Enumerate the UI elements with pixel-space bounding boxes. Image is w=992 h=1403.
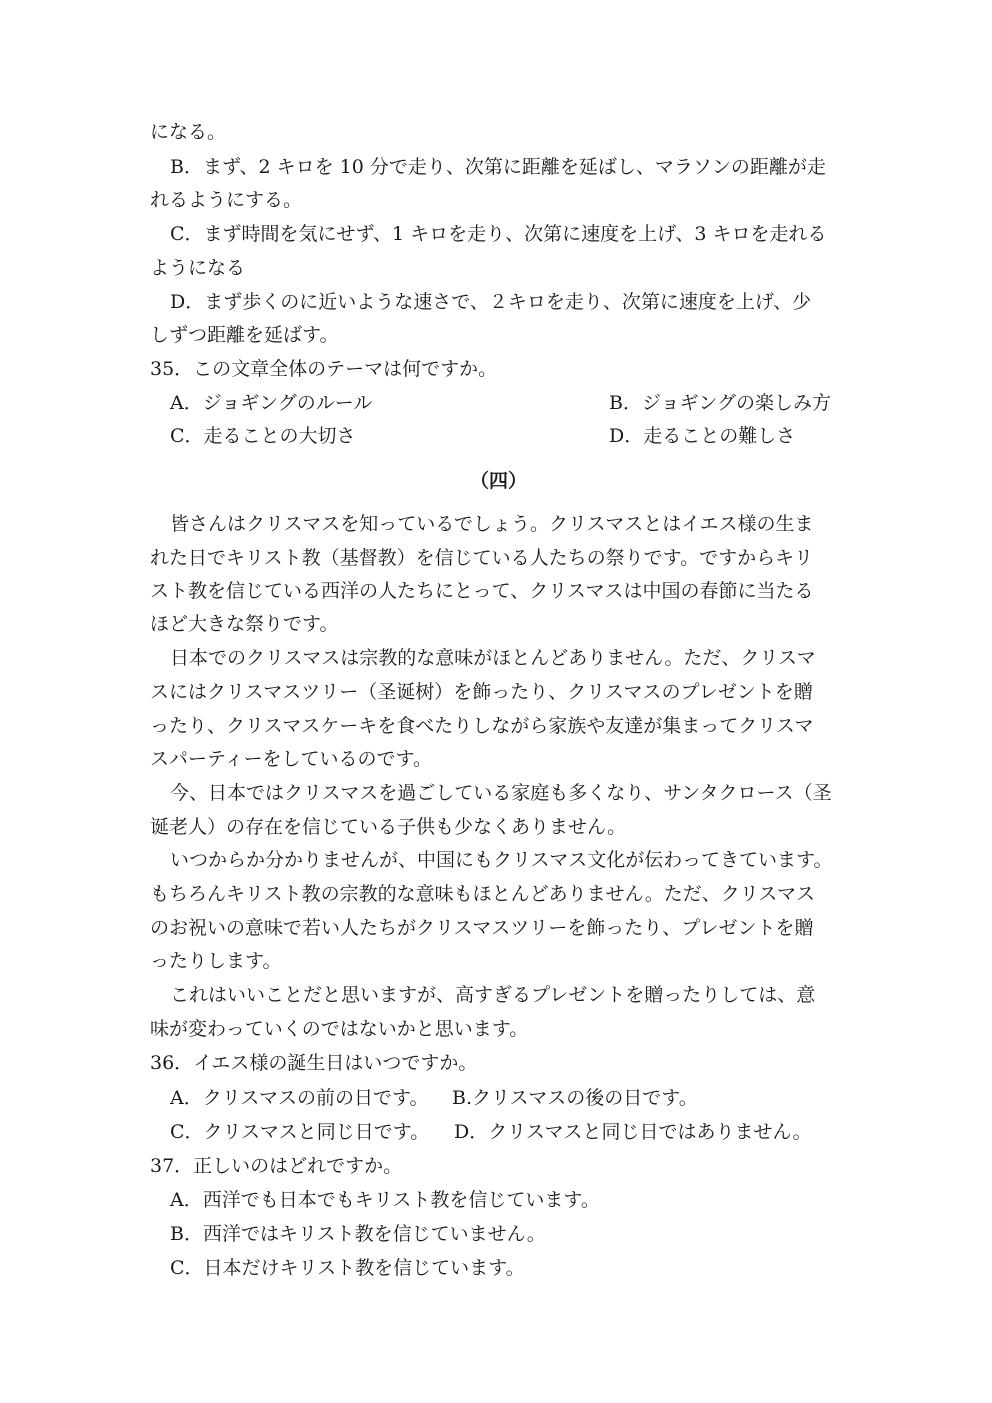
passage-line: 味が変わっていくのではないかと思います。 bbox=[150, 1018, 529, 1040]
passage-line: のお祝いの意味で若い人たちがクリスマスツリーを飾ったり、プレゼントを贈 bbox=[150, 917, 814, 939]
passage-line: れた日でキリスト教（基督教）を信じている人たちの祭りです。ですからキリ bbox=[150, 547, 814, 569]
passage-line: 皆さんはクリスマスを知っているでしょう。クリスマスとはイエス様の生ま bbox=[170, 513, 814, 535]
passage-line: ほど大きな祭りです。 bbox=[150, 613, 339, 635]
q34-option-d-line1: D．まず歩くのに近いような速さで、２キロを走り、次第に速度を上げ、少 bbox=[170, 291, 812, 313]
q34-option-c-line1: C．まず時間を気にせず、1 キロを走り、次第に速度を上げ、3 キロを走れる bbox=[170, 223, 827, 245]
passage-line: これはいいことだと思いますが、高すぎるプレゼントを贈ったりしては、意 bbox=[170, 984, 816, 1006]
q37-option-b: B．西洋ではキリスト教を信じていません。 bbox=[170, 1223, 546, 1245]
q35-option-a: A．ジョギングのルール bbox=[170, 392, 373, 414]
passage-line: スト教を信じている西洋の人たちにとって、クリスマスは中国の春節に当たる bbox=[150, 580, 814, 602]
q35-option-d: D．走ることの難しさ bbox=[609, 425, 796, 447]
q37-question: 37．正しいのはどれですか。 bbox=[150, 1155, 403, 1177]
q36-option-d: D．クリスマスと同じ日ではありません。 bbox=[454, 1121, 812, 1143]
q34-option-b-line1: B．まず、2 キロを 10 分で走り、次第に距離を延ばし、マラソンの距離が走 bbox=[170, 156, 826, 178]
q34-option-c-line2: ようになる bbox=[150, 257, 246, 279]
q34-option-d-line2: しずつ距離を延ばす。 bbox=[150, 324, 339, 346]
q36-option-a: A．クリスマスの前の日です。 bbox=[170, 1087, 429, 1109]
passage-line: 诞老人）の存在を信じている子供も少なくありません。 bbox=[150, 816, 627, 838]
q36-option-c: C．クリスマスと同じ日です。 bbox=[170, 1121, 430, 1143]
passage-line: スパーティーをしているのです。 bbox=[150, 748, 432, 770]
q37-option-c: C．日本だけキリスト教を信じています。 bbox=[170, 1257, 525, 1279]
passage-line: ったりします。 bbox=[150, 950, 282, 972]
passage-line: もちろんキリスト教の宗教的な意味もほとんどありません。ただ、クリスマス bbox=[150, 883, 816, 905]
q37-option-a: A．西洋でも日本でもキリスト教を信じています。 bbox=[170, 1189, 600, 1211]
q34-continuation: になる。 bbox=[150, 121, 227, 143]
q35-option-b: B．ジョギングの楽しみ方 bbox=[609, 392, 832, 414]
q35-option-c: C．走ることの大切さ bbox=[170, 425, 356, 447]
passage-line: 今、日本ではクリスマスを過ごしている家庭も多くなり、サンタクロース（圣 bbox=[170, 782, 832, 804]
q35-question: 35．この文章全体のテーマは何ですか。 bbox=[150, 358, 498, 380]
passage-line: ったり、クリスマスケーキを食べたりしながら家族や友達が集まってクリスマ bbox=[150, 715, 814, 737]
q36-question: 36．イエス様の誕生日はいつですか。 bbox=[150, 1052, 478, 1074]
passage-line: いつからか分かりませんが、中国にもクリスマス文化が伝わってきています。 bbox=[170, 849, 833, 871]
q36-option-b: B.クリスマスの後の日です。 bbox=[452, 1087, 698, 1109]
section-title: （四） bbox=[470, 470, 528, 492]
q34-option-b-line2: れるようにする。 bbox=[150, 189, 303, 211]
passage-line: スにはクリスマスツリー（圣诞树）を飾ったり、クリスマスのプレゼントを贈 bbox=[150, 681, 813, 703]
passage-line: 日本でのクリスマスは宗教的な意味がほとんどありません。ただ、クリスマ bbox=[170, 647, 816, 669]
